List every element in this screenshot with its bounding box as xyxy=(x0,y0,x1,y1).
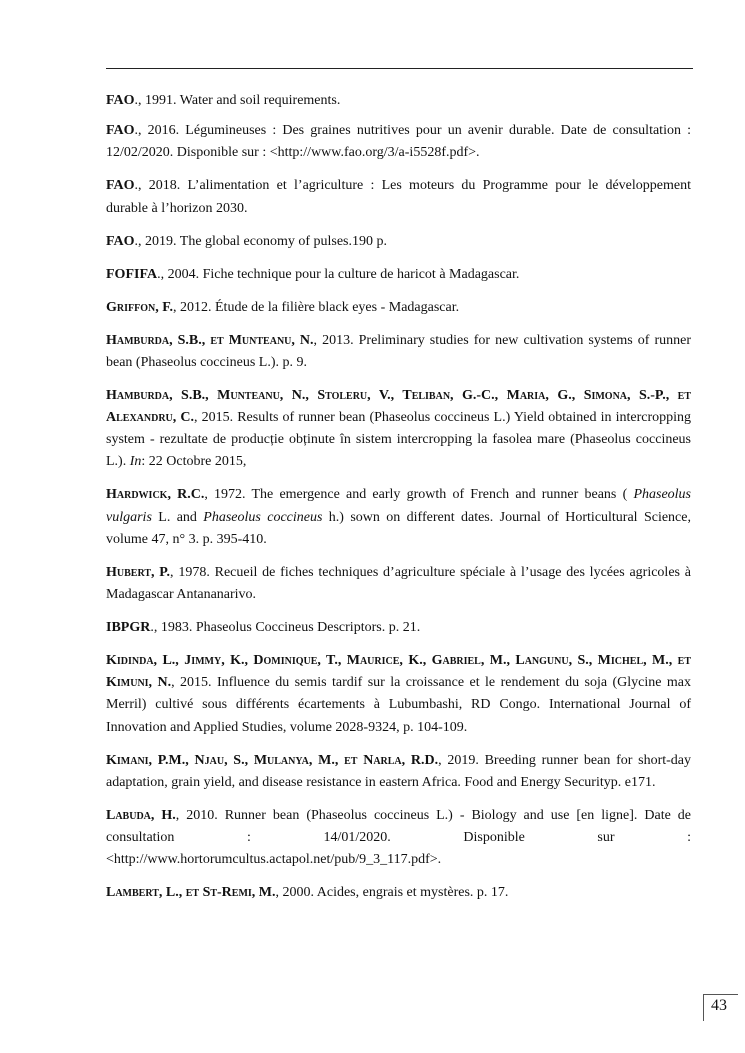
reference-list xyxy=(106,90,691,915)
reference-author: Lambert, L., xyxy=(106,885,183,901)
reference-item xyxy=(106,385,691,474)
reference-author-conjunction: et xyxy=(210,332,224,348)
reference-author-conjunction: et xyxy=(677,387,692,403)
reference-item xyxy=(106,650,691,739)
reference-author: St-Remi, M. xyxy=(202,885,276,901)
reference-text: ., 1991. Water and soil requirements. xyxy=(134,93,341,108)
reference-text: , 2015. Influence du semis tardif sur la croissance et le rendement du soja (Glycine max Merril) cultivé sous différents écartements à Lubumbashi, RD Congo. International Journal of Innovation and Applied Studies, volume 2028-9324, p. 104-109. xyxy=(106,675,691,735)
reference-item xyxy=(106,805,691,872)
page-number-box xyxy=(703,994,738,1021)
reference-text: , 2013. Preliminary studies for new cultivation systems of runner bean (Phaseolus coccineus L.). p. 9. xyxy=(106,332,691,370)
reference-item xyxy=(106,882,691,904)
page-number: 43 xyxy=(711,997,727,1014)
reference-author: Narla, R.D. xyxy=(363,752,439,768)
reference-item xyxy=(106,330,691,374)
reference-species-name: Phaseolus coccineus xyxy=(203,509,323,525)
reference-text: , 2000. Acides, engrais et mystères. p. 17. xyxy=(275,885,509,901)
reference-text: ., 2004. Fiche technique pour la culture de haricot à Madagascar. xyxy=(157,266,520,282)
reference-author: Griffon, F. xyxy=(106,299,173,315)
reference-item xyxy=(106,264,691,286)
reference-text: , 2015. Results of runner bean (Phaseolus coccineus L.) Yield obtained in intercropping system - rezultate de producție obținute în sistem intercropping la fasolea mare (Phaseolus coccineus L.). xyxy=(106,410,691,470)
reference-text: ., 1983. Phaseolus Coccineus Descriptors. p. 21. xyxy=(150,620,421,636)
reference-text: ., 2018. L’alimentation et l’agriculture : Les moteurs du Programme pour le développement durable à l’horizon 2030. xyxy=(106,178,691,216)
reference-author: Labuda, H. xyxy=(106,807,176,823)
reference-author: Kimuni, N. xyxy=(106,675,172,691)
reference-url: <http://www.hortorumcultus.actapol.net/pub/9_3_117.pdf>. xyxy=(106,852,442,868)
reference-text: , 2012. Étude de la filière black eyes - Madagascar. xyxy=(173,299,460,315)
reference-author: FOFIFA xyxy=(106,266,158,282)
reference-author: FAO xyxy=(106,178,135,194)
reference-author: Munteanu, N. xyxy=(228,332,314,348)
reference-author: Hubert, P. xyxy=(106,564,171,580)
reference-text: : 22 Octobre 2015, xyxy=(141,454,247,470)
reference-item xyxy=(106,175,691,219)
reference-text: L. and xyxy=(151,509,204,525)
reference-text: , 1972. The emergence and early growth of French and runner beans ( xyxy=(204,487,628,503)
reference-item xyxy=(106,750,691,794)
reference-author: FAO xyxy=(106,93,135,108)
reference-item xyxy=(106,231,691,253)
reference-text: , 1978. Recueil de fiches techniques d’agriculture spéciale à l’usage des lycées agricoles à Madagascar Antananarivo. xyxy=(106,564,691,603)
reference-author-conjunction: et xyxy=(677,653,691,669)
reference-author: Kimani, P.M., Njau, S., Mulanya, M., xyxy=(106,752,339,768)
reference-text: , 2010. Runner bean (Phaseolus coccineus L.) - Biology and use [en ligne]. Date de consultation : 14/01/2020. Disponible sur : xyxy=(106,807,691,846)
reference-author-conjunction: et xyxy=(185,885,200,901)
reference-text: ., 2016. Légumineuses : Des graines nutritives pour un avenir durable. Date de consultation : 12/02/2020. Disponible sur : <http://www.fao.org/3/a-i5528f.pdf>. xyxy=(106,123,691,161)
reference-item xyxy=(106,120,691,164)
reference-text: ., 2019. The global economy of pulses.190 p. xyxy=(134,233,388,249)
header-rule xyxy=(106,68,693,69)
reference-author: FAO xyxy=(106,123,135,139)
reference-author: Alexandru, C. xyxy=(106,410,194,426)
reference-item xyxy=(106,90,691,112)
reference-author: Hamburda, S.B., xyxy=(106,332,206,348)
reference-italic-text: In xyxy=(129,454,142,470)
reference-item xyxy=(106,562,691,606)
reference-item xyxy=(106,297,691,319)
reference-item xyxy=(106,617,691,639)
reference-author-conjunction: et xyxy=(344,752,358,768)
reference-text: h.) sown on different dates. Journal of Horticultural Science, volume 47, n° 3. p. 395-410. xyxy=(106,509,691,547)
reference-author: IBPGR xyxy=(106,620,151,636)
reference-author: Hamburda, S.B., Munteanu, N., Stoleru, V., Teliban, G.-C., Maria, G., Simona, S.-P., xyxy=(106,387,670,403)
reference-author: FAO xyxy=(106,233,135,249)
reference-author: Kidinda, L., Jimmy, K., Dominique, T., Maurice, K., Gabriel, M., Langunu, S., Michel, M., xyxy=(106,653,673,669)
reference-text: , 2019. Breeding runner bean for short-day adaptation, grain yield, and disease resistance in eastern Africa. Food and Energy Securityp. e171. xyxy=(106,752,692,790)
reference-item xyxy=(106,484,691,551)
reference-author: Hardwick, R.C. xyxy=(106,487,205,503)
reference-species-name: Phaseolus vulgaris xyxy=(106,487,691,525)
